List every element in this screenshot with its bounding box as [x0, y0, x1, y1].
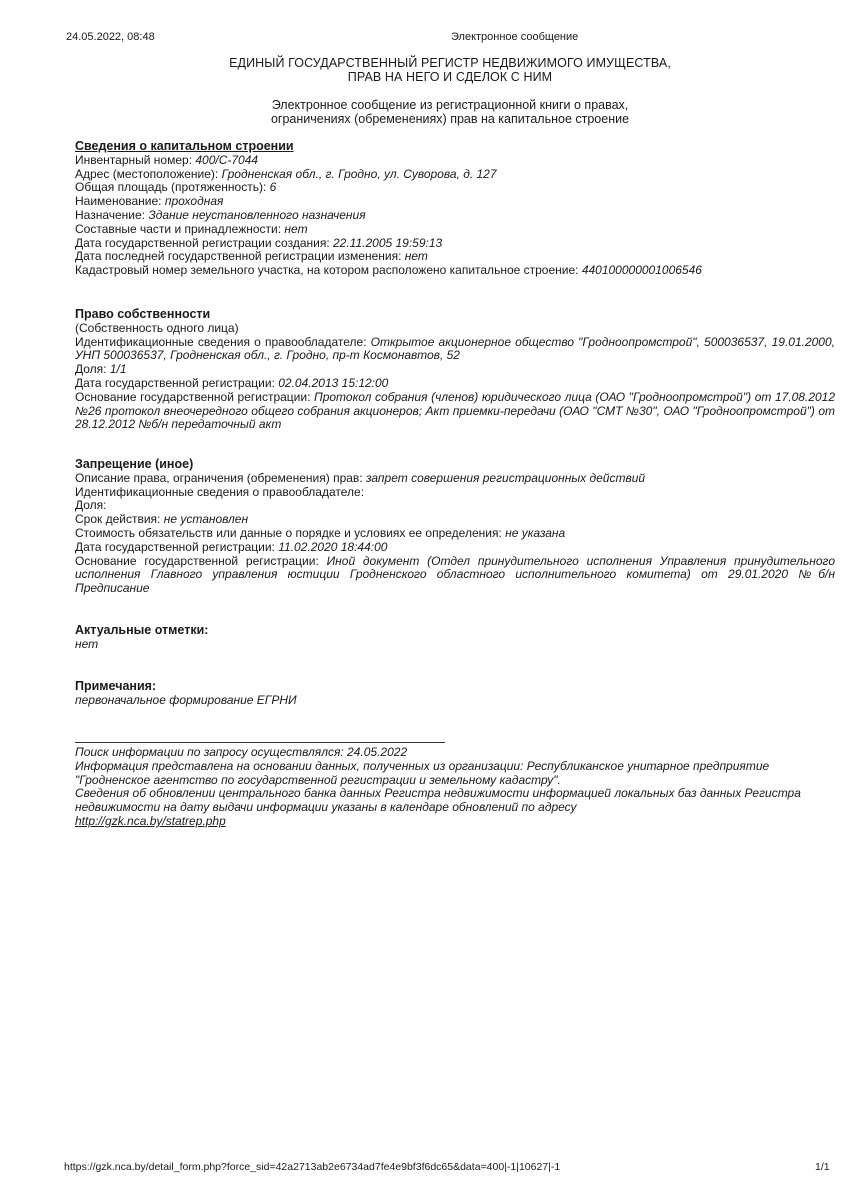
- created-row: [75, 237, 835, 251]
- message-subtitle: [0, 98, 860, 126]
- area-value: 6: [269, 180, 277, 195]
- ownership-reg-date-row: [75, 377, 835, 391]
- footer-notes: [75, 746, 835, 829]
- holder-value: Открытое акционерное общество "Гродноопромстрой", 500036537, 19.01.2000, УНП 500036537, Гродненская обл., г. Гродно, пр-т Космонавтов, 52: [75, 334, 835, 363]
- prohibition-reg-date-label: Дата государственной регистрации:: [75, 539, 279, 554]
- search-date-note: Поиск информации по запросу осуществлялся: 24.05.2022: [75, 745, 408, 759]
- share-row: [75, 363, 835, 377]
- building-section: [75, 140, 835, 278]
- inventory-row: [75, 154, 835, 168]
- prohibition-share-row: Доля:: [75, 498, 107, 513]
- actual-marks-section: [75, 624, 835, 652]
- share-label: Доля:: [75, 362, 110, 377]
- actual-marks-heading: Актуальные отметки:: [75, 623, 209, 637]
- share-value: 1/1: [109, 362, 127, 377]
- area-label: Общая площадь (протяженность):: [75, 180, 270, 195]
- prohibition-reg-date-value: 11.02.2020 18:44:00: [278, 539, 388, 554]
- notes-value: первоначальное формирование ЕГРНИ: [75, 692, 297, 707]
- name-label: Наименование:: [75, 194, 165, 209]
- address-value: Гродненская обл., г. Гродно, ул. Суворова, д. 127: [221, 166, 497, 181]
- statrep-link[interactable]: http://gzk.nca.by/statrep.php: [75, 813, 226, 828]
- prohibition-reg-date-row: [75, 541, 835, 555]
- prohibition-cost-row: [75, 527, 835, 541]
- message-subtitle-line2: ограничениях (обременениях) прав на капитальное строение: [270, 112, 630, 126]
- changed-label: Дата последней государственной регистрации изменения:: [75, 249, 405, 264]
- purpose-label: Назначение:: [75, 207, 149, 222]
- holder-label: Идентификационные сведения о правообладателе:: [75, 334, 371, 349]
- prohibition-basis-value: Иной документ (Отдел принудительного исполнения Управления принудительного исполнения Главного управления юстиции Гродненского областного исполнительного комитета) от 29.01.2020 №б/н Предписание: [75, 553, 836, 596]
- created-label: Дата государственной регистрации создания:: [75, 235, 333, 250]
- prohibition-term-row: [75, 513, 835, 527]
- prohibition-holder-row: Идентификационные сведения о правообладателе:: [75, 484, 365, 499]
- changed-row: [75, 250, 835, 264]
- ownership-section: [75, 308, 835, 432]
- cadastral-value: 440100000001006546: [581, 263, 702, 278]
- prohibition-basis-row: [75, 555, 835, 596]
- inventory-label: Инвентарный номер:: [75, 152, 196, 167]
- changed-value: нет: [404, 249, 428, 264]
- source-note: Информация представлена на основании данных, полученных из организации: Республиканское унитарное предприятие "Гродненское агентство по государственной регистрации и земельному кадастру".: [75, 758, 770, 787]
- ownership-basis-label: Основание государственной регистрации:: [75, 389, 315, 404]
- address-label: Адрес (местоположение):: [75, 166, 222, 181]
- prohibition-term-label: Срок действия:: [75, 512, 164, 527]
- register-title-line1: ЕДИНЫЙ ГОСУДАРСТВЕННЫЙ РЕГИСТР НЕДВИЖИМОГО ИМУЩЕСТВА,: [229, 56, 671, 70]
- print-datetime: 24.05.2022, 08:48: [66, 31, 155, 43]
- prohibition-section: [75, 458, 835, 596]
- register-title: [0, 56, 860, 84]
- prohibition-heading: Запрещение (иное): [75, 457, 194, 471]
- purpose-value: Здание неустановленного назначения: [148, 207, 366, 222]
- prohibition-desc-value: запрет совершения регистрационных действий: [365, 470, 646, 485]
- inventory-value: 400/С-7044: [195, 152, 259, 167]
- actual-marks-value: нет: [75, 636, 99, 651]
- prohibition-term-value: не установлен: [163, 512, 249, 527]
- parts-row: [75, 223, 835, 237]
- cadastral-label: Кадастровый номер земельного участка, на котором расположено капитальное строение:: [75, 263, 582, 278]
- ownership-heading: Право собственности: [75, 307, 211, 321]
- ownership-basis-row: [75, 391, 835, 432]
- parts-value: нет: [284, 221, 308, 236]
- prohibition-basis-label: Основание государственной регистрации:: [75, 553, 327, 568]
- name-row: [75, 195, 835, 209]
- ownership-kind: (Собственность одного лица): [75, 320, 239, 335]
- message-subtitle-line1: Электронное сообщение из регистрационной книги о правах,: [271, 98, 629, 112]
- purpose-row: [75, 209, 835, 223]
- prohibition-desc-row: [75, 472, 835, 486]
- document-type: Электронное сообщение: [451, 31, 579, 43]
- page-url: https://gzk.nca.by/detail_form.php?force_sid=42a2713ab2e6734ad7fe4e9bf3f6dc65&data=400|-1|10627|-1: [64, 1161, 561, 1173]
- updates-note: Сведения об обновлении центрального банка данных Регистра недвижимости информацией локальных баз данных Регистра недвижимости на дату выдачи информации указаны в календаре обновлений по адресу: [75, 786, 801, 815]
- building-heading: Сведения о капитальном строении: [75, 139, 294, 153]
- ownership-reg-date-value: 02.04.2013 15:12:00: [278, 375, 389, 390]
- area-row: [75, 181, 835, 195]
- prohibition-desc-label: Описание права, ограничения (обременения) прав:: [75, 470, 366, 485]
- notes-heading: Примечания:: [75, 679, 157, 693]
- footer-divider: [75, 742, 445, 743]
- name-value: проходная: [164, 194, 224, 209]
- cadastral-row: [75, 264, 835, 278]
- prohibition-cost-value: не указана: [505, 525, 566, 540]
- holder-row: [75, 336, 835, 364]
- prohibition-cost-label: Стоимость обязательств или данные о порядке и условиях ее определения:: [75, 525, 506, 540]
- ownership-basis-value: Протокол собрания (членов) юридического лица (ОАО "Гродноопромстрой") от 17.08.2012 №26 протокол внеочередного общего собрания акционеров; Акт приемки-передачи (ОАО "СМТ №30", ОАО "Гродноопромстрой") от 28.12.2012 №б/н передаточный акт: [75, 389, 836, 432]
- ownership-reg-date-label: Дата государственной регистрации:: [75, 375, 279, 390]
- notes-section: [75, 680, 835, 708]
- address-row: [75, 168, 835, 182]
- parts-label: Составные части и принадлежности:: [75, 221, 285, 236]
- created-value: 22.11.2005 19:59:13: [333, 235, 443, 250]
- page-number: 1/1: [815, 1161, 830, 1173]
- register-title-line2: ПРАВ НА НЕГО И СДЕЛОК С НИМ: [347, 70, 553, 84]
